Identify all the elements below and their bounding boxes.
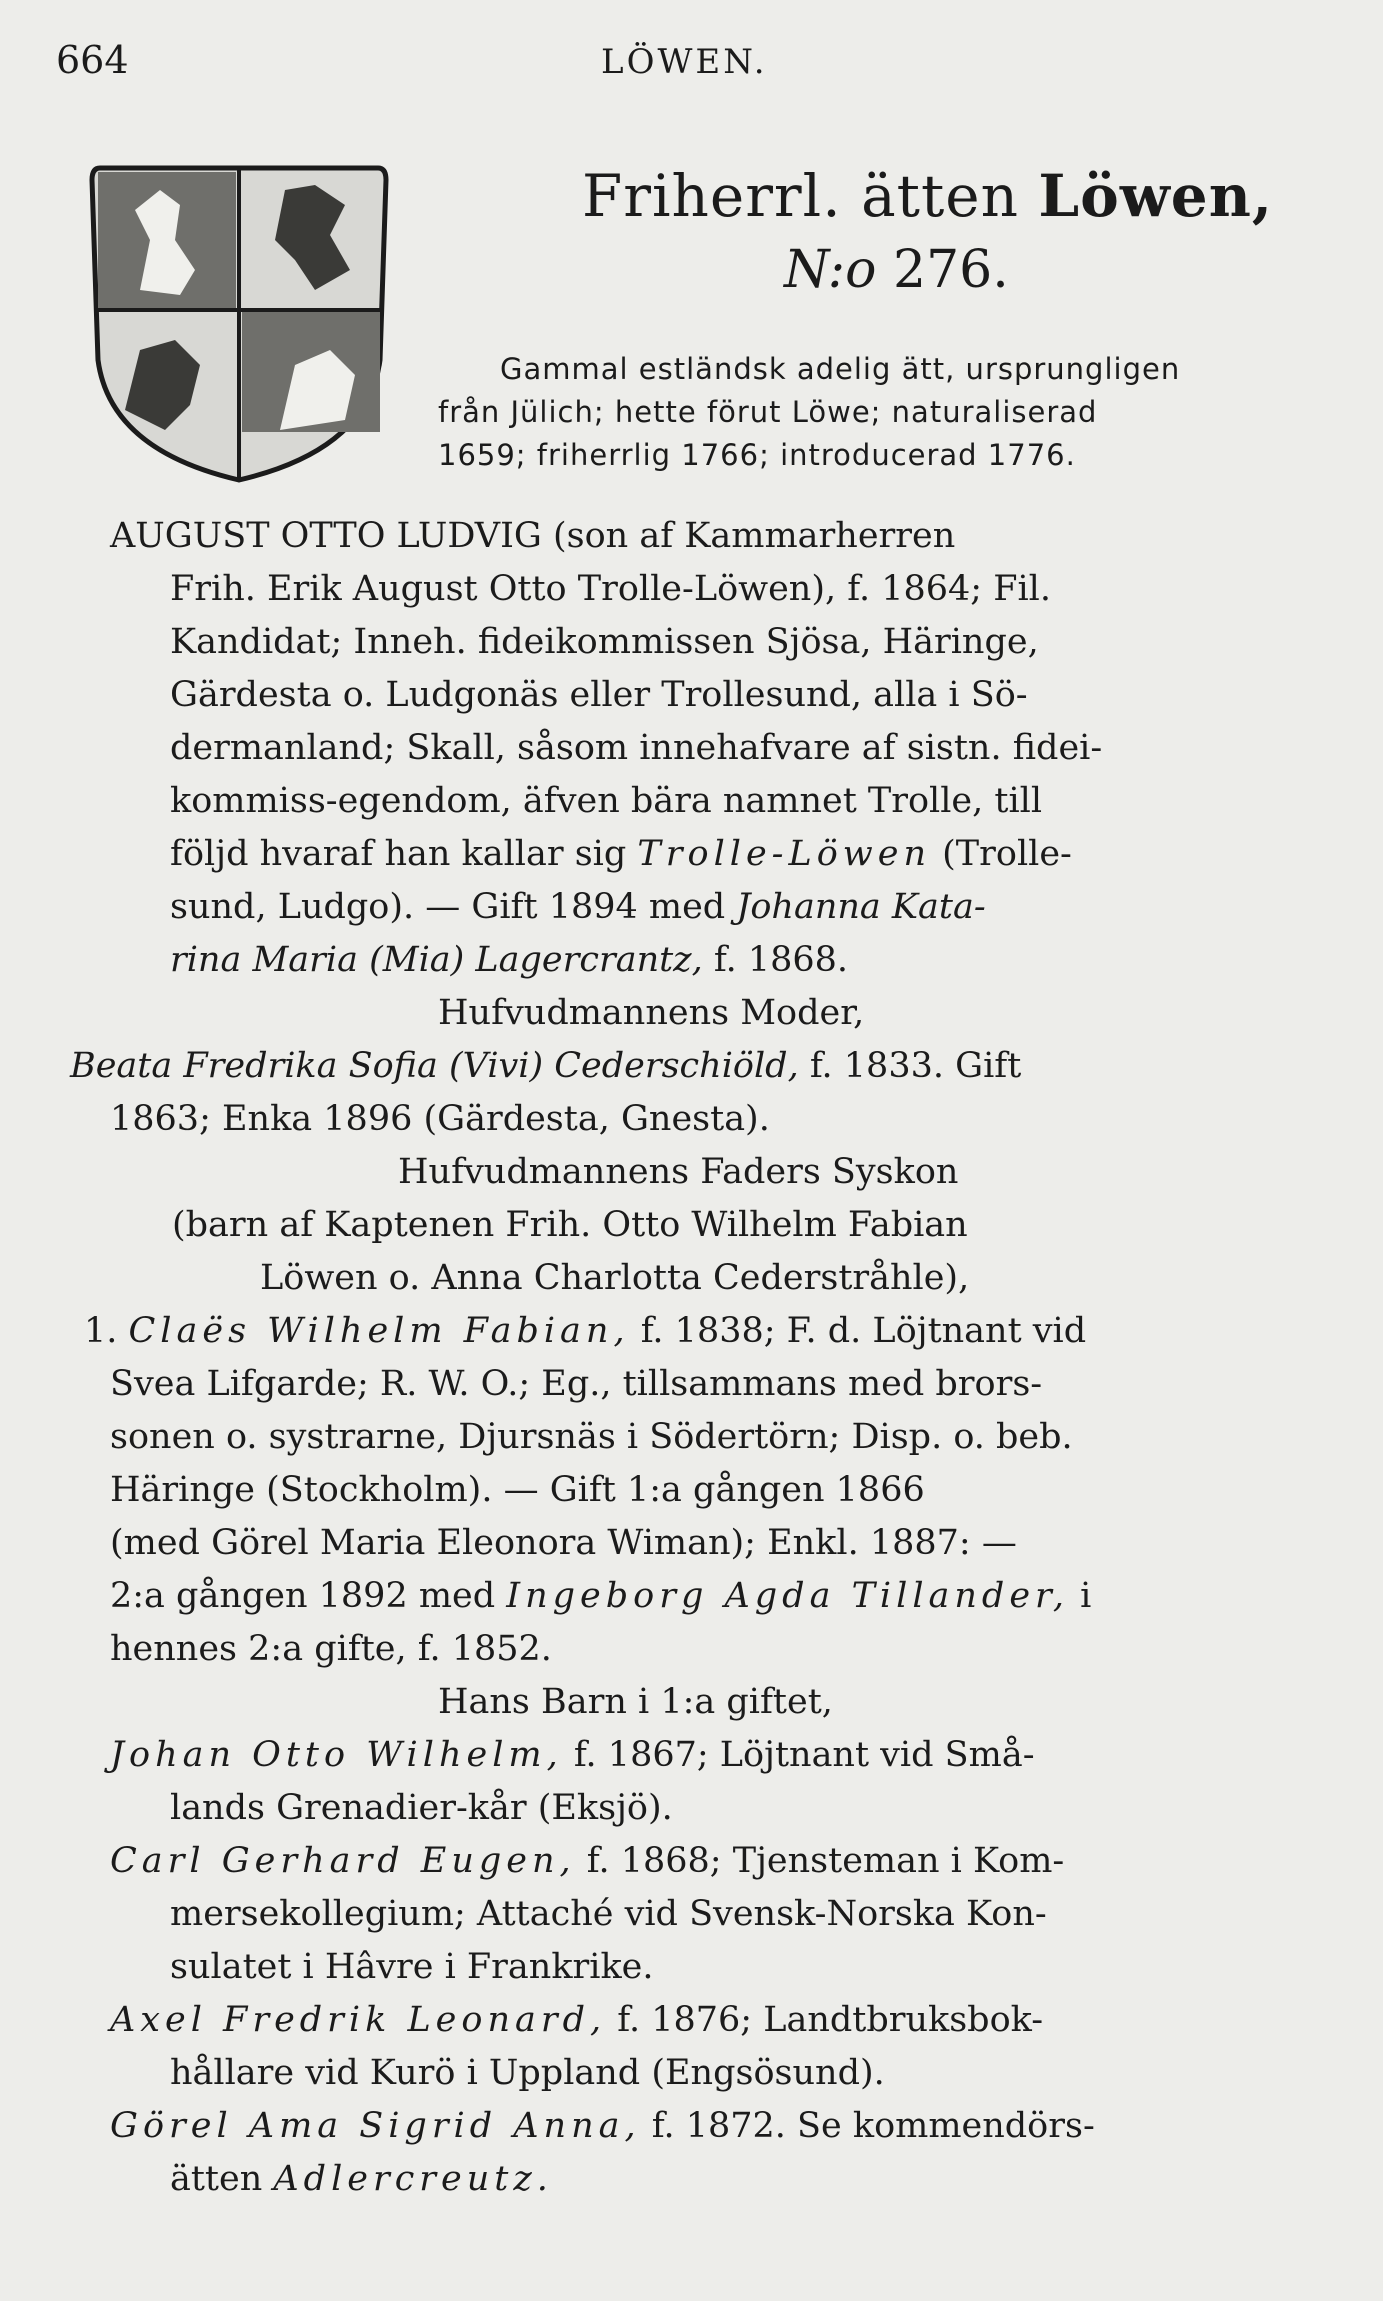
text-line: sonen o. systrarne, Djursnäs i Södertörn; Disp. o. beb. <box>110 1417 1073 1457</box>
text-line <box>84 1305 1325 1358</box>
text-line <box>110 828 1325 881</box>
italic-name: Johan Otto Wilhelm, <box>110 1735 563 1775</box>
text-line: (med Görel Maria Eleonora Wiman); Enkl. 1887: — <box>110 1523 1017 1563</box>
italic-name: N:o <box>784 240 877 300</box>
italic-name: Beata Fredrika Sofia (Vivi) Cederschiöld, <box>70 1046 799 1086</box>
text-run: 2:a gången 1892 med <box>110 1576 507 1616</box>
italic-name: Adlercreutz. <box>273 2159 553 2199</box>
text-line <box>110 2100 1325 2153</box>
text-line: Kandidat; Inneh. fideikommissen Sjösa, Häringe, <box>170 622 1039 662</box>
text-run: f. 1868. <box>702 940 849 980</box>
text-run: (Trolle- <box>931 834 1072 874</box>
text-run: följd hvaraf han kallar sig <box>170 834 638 874</box>
text-run: 276. <box>876 240 1009 300</box>
text-line <box>110 1994 1325 2047</box>
text-run: f. 1833. Gift <box>798 1046 1022 1086</box>
text-line: Löwen o. Anna Charlotta Cederstråhle), <box>260 1258 970 1298</box>
text-run: 1659; friherrlig 1766; introducerad 1776. <box>438 438 1076 472</box>
text-line <box>110 1729 1325 1782</box>
family-description <box>438 348 1318 477</box>
text-line: (barn af Kaptenen Frih. Otto Wilhelm Fabian <box>172 1205 968 1245</box>
text-run: ätten <box>170 2159 274 2199</box>
text-run: Löwen, <box>1038 162 1274 230</box>
genealogy-text <box>70 510 1325 2206</box>
text-run: f. 1867; Löjtnant vid Små- <box>562 1735 1035 1775</box>
italic-name: Carl Gerhard Eugen, <box>110 1841 576 1881</box>
text-line <box>110 934 1325 987</box>
italic-name: Ingeborg Agda Tillander, <box>506 1576 1070 1616</box>
page-number: 664 <box>56 38 129 82</box>
text-line: mersekollegium; Attaché vid Svensk-Norska Kon- <box>170 1894 1047 1934</box>
italic-name: Johanna Kata- <box>736 887 986 927</box>
text-line: hennes 2:a gifte, f. 1852. <box>110 1629 552 1669</box>
text-line <box>110 881 1325 934</box>
text-run: i <box>1069 1576 1092 1616</box>
text-line <box>110 1570 1325 1623</box>
text-line: dermanland; Skall, såsom innehafvare af sistn. fidei- <box>170 728 1103 768</box>
text-line: 1863; Enka 1896 (Gärdesta, Gnesta). <box>110 1099 770 1139</box>
text-line: lands Grenadier-kår (Eksjö). <box>170 1788 673 1828</box>
text-run: f. 1872. Se kommendörs- <box>640 2106 1095 2146</box>
family-number <box>784 240 1009 300</box>
siblings-heading: Hufvudmannens Faders Syskon <box>398 1152 959 1192</box>
text-line: sulatet i Hâvre i Frankrike. <box>170 1947 654 1987</box>
running-head <box>56 38 1343 88</box>
text-line <box>110 2153 1325 2206</box>
text-run: f. 1868; Tjensteman i Kom- <box>575 1841 1065 1881</box>
family-title <box>582 162 1273 230</box>
text-line: Gärdesta o. Ludgonäs eller Trollesund, alla i Sö- <box>170 675 1028 715</box>
text-line <box>110 1835 1325 1888</box>
italic-name: Trolle-Löwen <box>637 834 932 874</box>
text-run: sund, Ludgo). — Gift 1894 med <box>170 887 737 927</box>
text-run: f. 1838; F. d. Löjtnant vid <box>629 1311 1087 1351</box>
italic-name: Görel Ama Sigrid Anna, <box>110 2106 641 2146</box>
text-line: kommiss-egendom, äfven bära namnet Trolle, till <box>170 781 1043 821</box>
text-run: f. 1876; Landtbruksbok- <box>606 2000 1044 2040</box>
text-line: hållare vid Kurö i Uppland (Engsösund). <box>170 2053 885 2093</box>
italic-name: rina Maria (Mia) Lagercrantz, <box>170 940 703 980</box>
italic-name: Claës Wilhelm Fabian, <box>128 1311 630 1351</box>
text-line: Svea Lifgarde; R. W. O.; Eg., tillsammans med brors- <box>110 1364 1043 1404</box>
text-run: från Jülich; hette förut Löwe; naturaliserad <box>438 395 1098 429</box>
text-line: AUGUST OTTO LUDVIG (son af Kammarherren <box>110 516 956 556</box>
italic-name: Axel Fredrik Leonard, <box>110 2000 607 2040</box>
text-line: Häringe (Stockholm). — Gift 1:a gången 1866 <box>110 1470 925 1510</box>
text-line <box>70 1040 1325 1093</box>
coat-of-arms-icon <box>80 150 398 485</box>
text-run: 1. <box>84 1311 129 1351</box>
running-title: LÖWEN. <box>601 42 768 82</box>
text-line: Frih. Erik August Otto Trolle-Löwen), f. 1864; Fil. <box>170 569 1051 609</box>
mother-heading: Hufvudmannens Moder, <box>438 993 865 1033</box>
text-run: Friherrl. ätten <box>582 162 1039 230</box>
children-heading: Hans Barn i 1:a giftet, <box>438 1682 833 1722</box>
text-run: Gammal estländsk adelig ätt, ursprungligen <box>500 352 1181 386</box>
